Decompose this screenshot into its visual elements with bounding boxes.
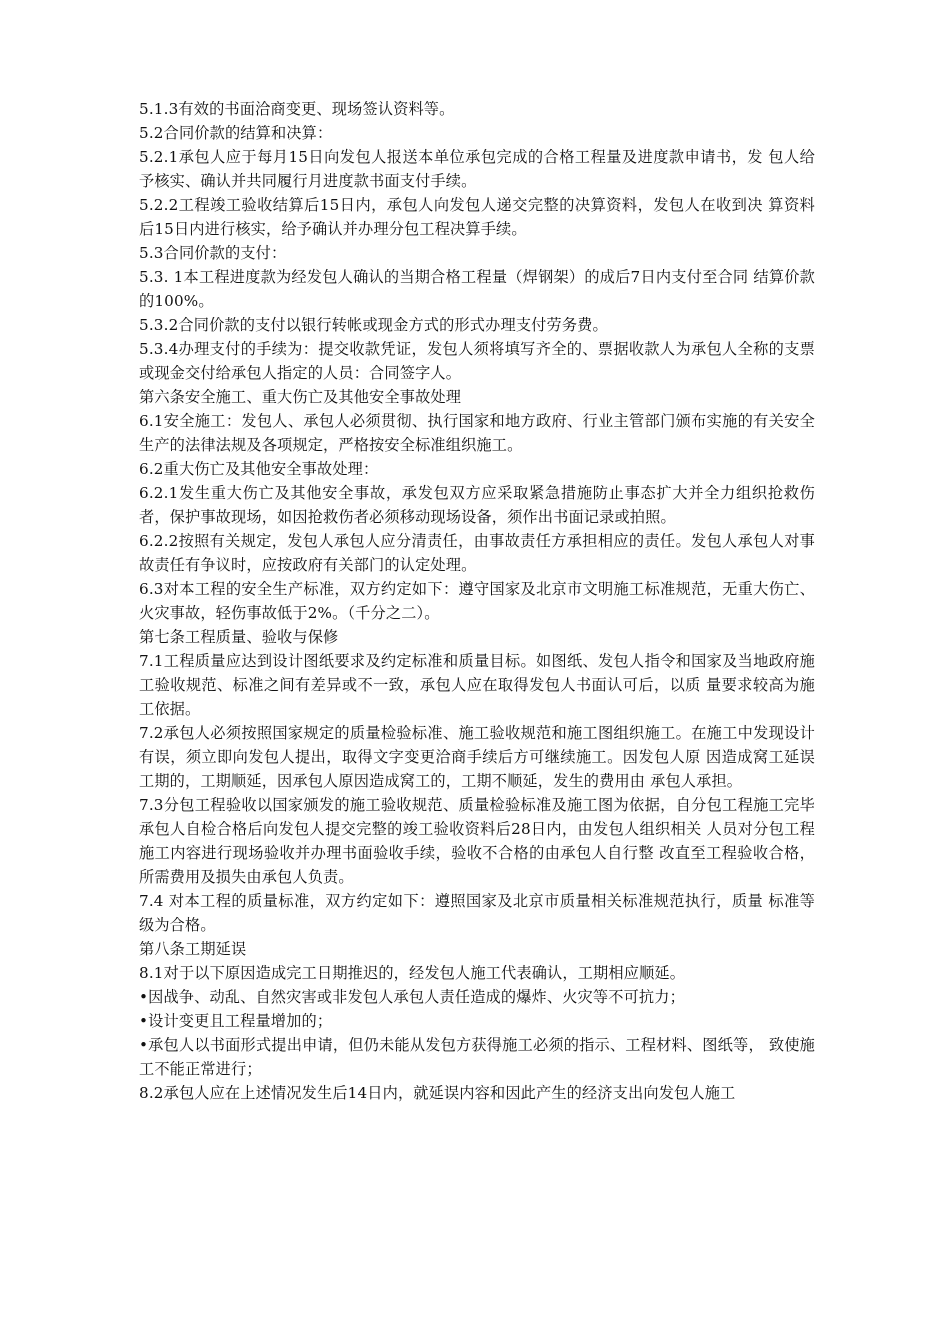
paragraph-6-2-2: 6.2.2按照有关规定，发包人承包人应分清责任，由事故责任方承担相应的责任。发包人承包人对事故责任有争议时，应按政府有关部门的认定处理。 xyxy=(139,532,815,574)
paragraph-5-3-2: 5.3.2合同价款的支付以银行转帐或现金方式的形式办理支付劳务费。 xyxy=(139,316,608,334)
article-6-heading: 第六条安全施工、重大伤亡及其他安全事故处理 xyxy=(139,388,462,406)
list-item-force-majeure: •因战争、动乱、自然灾害或非发包人承包人责任造成的爆炸、火灾等不可抗力； xyxy=(139,988,685,1006)
heading-5-3: 5.3合同价款的支付： xyxy=(139,244,287,262)
paragraph-5-1-3: 5.1.3有效的书面洽商变更、现场签认资料等。 xyxy=(139,100,455,118)
list-item-written-request: •承包人以书面形式提出申请，但仍未能从发包方获得施工必须的指示、工程材料、图纸等， 致使施工不能正常进行； xyxy=(139,1036,815,1078)
paragraph-6-3: 6.3对本工程的安全生产标准，双方约定如下：遵守国家及北京市文明施工标准规范，无重大伤亡、火灾事故，轻伤事故低于2%。（千分之二）。 xyxy=(139,580,815,622)
heading-6-2: 6.2重大伤亡及其他安全事故处理： xyxy=(139,460,379,478)
paragraph-7-1: 7.1工程质量应达到设计图纸要求及约定标准和质量目标。如图纸、发包人指令和国家及当地政府施工验收规范、标准之间有差异或不一致，承包人应在取得发包人书面认可后，以质 量要求较高为施工依据。 xyxy=(139,652,815,718)
article-8-heading: 第八条工期延误 xyxy=(139,940,247,958)
paragraph-5-2-2: 5.2.2工程竣工验收结算后15日内，承包人向发包人递交完整的决算资料，发包人在收到决 算资料后15日内进行核实，给予确认并办理分包工程决算手续。 xyxy=(139,196,815,238)
paragraph-6-1: 6.1安全施工：发包人、承包人必须贯彻、执行国家和地方政府、行业主管部门颁布实施的有关安全生产的法律法规及各项规定，严格按安全标准组织施工。 xyxy=(139,412,815,454)
paragraph-8-2: 8.2承包人应在上述情况发生后14日内，就延误内容和因此产生的经济支出向发包人施工 xyxy=(139,1084,736,1102)
article-7-heading: 第七条工程质量、验收与保修 xyxy=(139,628,339,646)
paragraph-7-2: 7.2承包人必须按照国家规定的质量检验标准、施工验收规范和施工图组织施工。在施工中发现设计有误，须立即向发包人提出，取得文字变更洽商手续后方可继续施工。因发包人原 因造成窝工延误工期的，工期顺延，因承包人原因造成窝工的，工期不顺延，发生的费用由 承包人承担。 xyxy=(139,724,815,790)
paragraph-7-4: 7.4 对本工程的质量标准，双方约定如下：遵照国家及北京市质量相关标准规范执行，质量 标准等级为合格。 xyxy=(139,892,815,934)
list-item-design-change: •设计变更且工程量增加的； xyxy=(139,1012,333,1030)
paragraph-5-2-1: 5.2.1承包人应于每月15日向发包人报送本单位承包完成的合格工程量及进度款申请书，发 包人给予核实、确认并共同履行月进度款书面支付手续。 xyxy=(139,148,815,190)
paragraph-6-2-1: 6.2.1发生重大伤亡及其他安全事故，承发包双方应采取紧急措施防止事态扩大并全力组织抢救伤者，保护事故现场，如因抢救伤者必须移动现场设备，须作出书面记录或拍照。 xyxy=(139,484,815,526)
paragraph-7-3: 7.3分包工程验收以国家颁发的施工验收规范、质量检验标准及施工图为依据，自分包工程施工完毕承包人自检合格后向发包人提交完整的竣工验收资料后28日内，由发包人组织相关 人员对分包工程施工内容进行现场验收并办理书面验收手续，验收不合格的由承包人自行整 改直至工程验收合格，所需费用及损失由承包人负责。 xyxy=(139,796,815,886)
paragraph-5-3-4: 5.3.4办理支付的手续为：提交收款凭证，发包人须将填写齐全的、票据收款人为承包人全称的支票或现金交付给承包人指定的人员：合同签字人。 xyxy=(139,340,815,382)
document-body xyxy=(139,97,815,1105)
heading-5-2: 5.2合同价款的结算和决算： xyxy=(139,124,333,142)
paragraph-5-3-1: 5.3. 1本工程进度款为经发包人确认的当期合格工程量（焊钢架）的成后7日内支付至合同 结算价款的100%。 xyxy=(139,268,815,310)
paragraph-8-1: 8.1对于以下原因造成完工日期推迟的，经发包人施工代表确认，工期相应顺延。 xyxy=(139,964,686,982)
